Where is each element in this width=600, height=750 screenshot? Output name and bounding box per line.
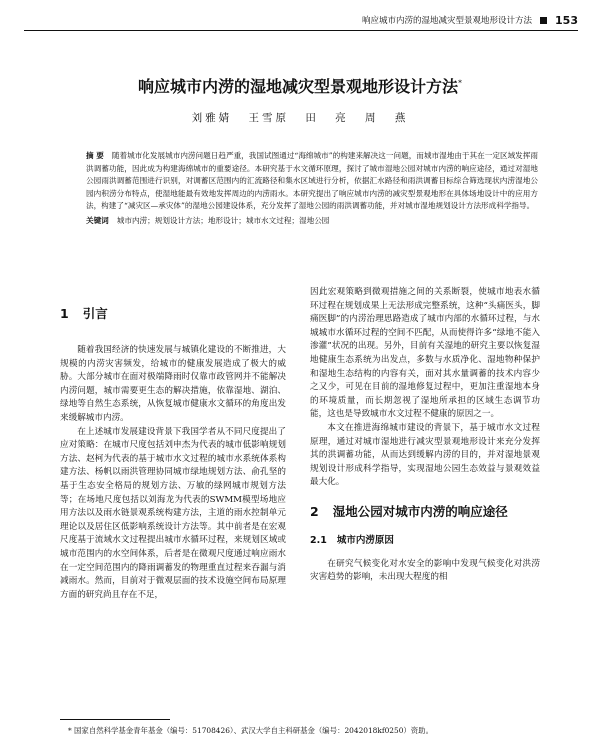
running-title: 响应城市内涝的湿地减灾型景观地形设计方法 [362, 16, 533, 26]
left-column [60, 286, 286, 602]
keywords [86, 215, 538, 228]
square-icon [540, 17, 547, 24]
page-number: 153 [555, 13, 578, 27]
section-2-1-number: 2.1 [310, 534, 327, 546]
title-footnote-mark: * [458, 78, 462, 88]
section-1-number: 1 [60, 306, 69, 321]
section-2-heading [310, 504, 540, 520]
paragraph: 本文在推进海绵城市建设的背景下，基于城市水文过程原理，通过对城市湿地进行减灾型景观地形设计来充分发挥其的洪调蓄功能，从而达到缓解内涝的目的，并对湿地景观规划设计形成科学指导，实现湿地公园生态效益与景观效益最大化。 [310, 422, 540, 488]
section-2-number: 2 [310, 503, 319, 519]
footnote: * 国家自然科学基金青年基金（编号：51708426）、武汉大学自主科研基金（编号：2042018kf0250）资助。 [68, 726, 433, 735]
author-list: 刘雅婧 王雪原 田 亮 周 燕 [191, 112, 409, 124]
abstract [86, 150, 538, 213]
keywords-label: 关键词 [86, 215, 109, 225]
paper-title [0, 74, 600, 97]
abstract-label: 摘 要 [86, 151, 104, 160]
paper-title-text: 响应城市内涝的湿地减灾型景观地形设计方法 [137, 77, 458, 96]
section-2-1-heading [310, 534, 540, 548]
paragraph: 随着我国经济的快速发展与城镇化建设的不断推进，大规模的内涝灾害频发，给城市的健康发展造成了极大的威胁。大部分城市在面对极端降雨时仅靠市政管网并不能解决内涝问题，城市需要更生态的解决措施，依靠湿地、湖泊、绿地等自然生态系统，从恢复城市健康水文循环的角度出发来缓解城市内涝。 [60, 345, 286, 423]
paragraph: 在研究气候变化对水安全的影响中发现气候变化对洪涝灾害趋势的影响，未出现大程度的相 [310, 558, 540, 583]
keywords-text: 城市内涝；规划设计方法；地形设计；城市水文过程；湿地公园 [116, 215, 330, 225]
section-1-title: 引言 [82, 306, 108, 321]
section-2-1-title: 城市内涝原因 [336, 534, 394, 546]
paragraph: 在上述城市发展建设背景下我国学者从不同尺度提出了应对策略：在城市尺度包括刘申杰为代表的城市低影响规划方法、赵柯为代表的基于城市水文过程的城市水系统体系构建方法、杨帆以雨洪管理协同城市绿地规划方法、俞孔坚的基于生态安全格局的规划方法、万敏的绿网城市规划方法等；在场地尺度包括以刘海龙为代表的SWMM模型场地应用方法以及雨水链景观系统构建方法，主道的雨水控制单元理论以及居住区低影响系统设计方法等。其中前者是在宏观尺度基于流域水文过程提出城市水循环过程，来规划区域或城市范围内的水空间体系，后者是在微观尺度通过响应雨水在一定空间范围内的降雨调蓄发的物理重直过程来吞漏与消减雨水。然而，目前对于微观层面的技术设施空间布局原理方面的研究尚且存在不足， [60, 426, 286, 600]
footnote-divider [60, 719, 170, 720]
right-column [310, 286, 540, 585]
abstract-block [86, 150, 538, 228]
abstract-text: 随着城市化发展城市内涝问题日趋严重，我国试图通过“海绵城市”的构建来解决这一问题，而城市湿地由于其在一定区域发挥雨洪调蓄功能，因此成为构建海绵城市的重要途径。本研究基于水文循环原理，探讨了城市湿地公园对城市内涝的响应途径，通过对湿地公园雨洪调蓄范围进行识别，对调蓄区范围内的汇流路径和集水区域进行分析，依据汇水路径和雨洪调蓄目标综合筛选现状内涝湿地公园内积涝分布特点，使湿地能最有效地发挥周边的内涝雨水。本研究提出了响应城市内涝的减灾型景观地形在具体场地设计中的应用方法，构建了“减灾区—承灾体”的湿地公园建设体系，充分发挥了湿地公园的雨洪调蓄功能，并对城市湿地规划设计方法形成科学指导。 [86, 151, 538, 211]
paragraph: 因此宏观策略到微观措施之间的关系断裂，使城市地表水循环过程在规划成果上无法形成完整系统，这种“头痛医头，脚痛医脚”的内涝治理思路造成了城市内部的水循环过程，与水城城市水循环过程的空间不匹配，从而使得许多“绿地不能入渗灌”状况的出现。另外，目前有关湿地的研究主要以恢复湿地健康生态系统为出发点，多数与水质净化、湿地物种保护和湿地生态结构的内容有关，面对其水量调蓄的技术内容少之又少，可见在目前的湿地修复过程中，更加注重湿地本身的环境质量，而长期忽视了湿地所承担的区域生态调节功能，这也是导致城市水文过程不健康的原因之一。 [310, 287, 540, 420]
running-header [24, 10, 578, 31]
section-2-title: 湿地公园对城市内涝的响应途径 [332, 503, 508, 519]
section-1-heading [60, 306, 286, 322]
